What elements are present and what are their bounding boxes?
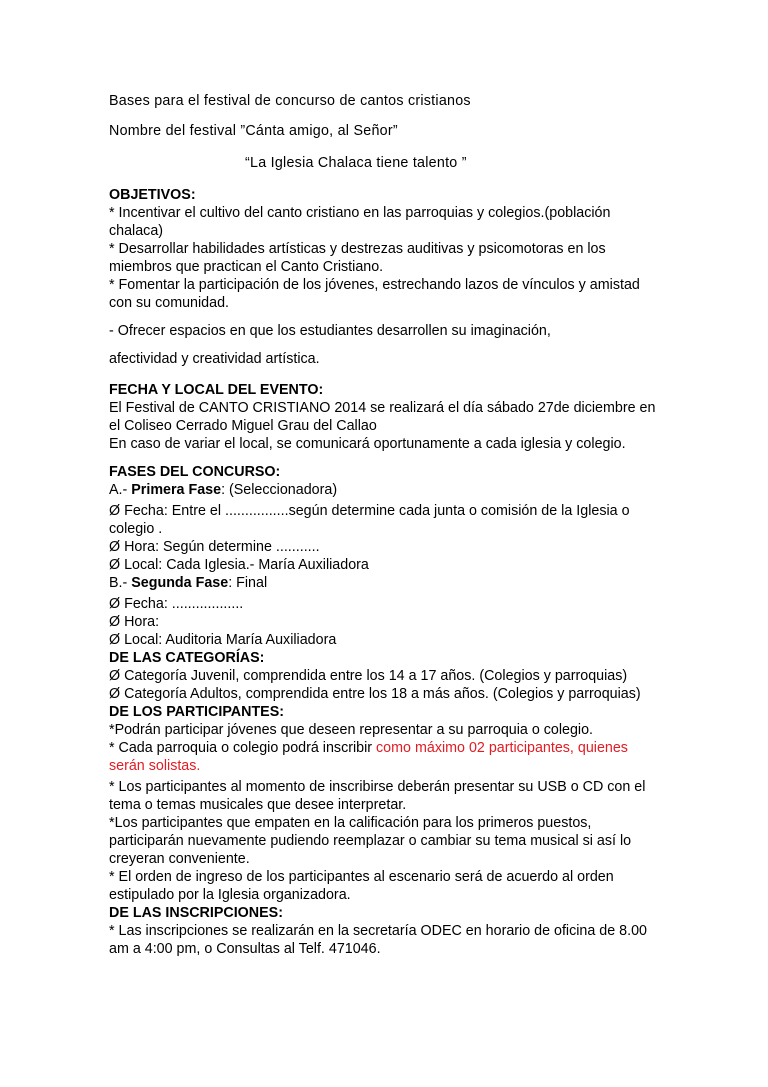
participantes-line bbox=[109, 739, 669, 757]
participantes-line: creyeran conveniente. bbox=[109, 851, 250, 867]
participantes-line: tema o temas musicales que desee interpretar. bbox=[109, 797, 407, 813]
festival-name: Nombre del festival ”Cánta amigo, al Señor” bbox=[109, 123, 398, 139]
document-title: Bases para el festival de concurso de cantos cristianos bbox=[109, 93, 471, 109]
objetivos-extra-line: afectividad y creatividad artística. bbox=[109, 351, 320, 367]
participantes-line: * Los participantes al momento de inscribirse deberán presentar su USB o CD con el bbox=[109, 779, 646, 795]
objetivos-line: chalaca) bbox=[109, 223, 164, 239]
participantes-line: *Los participantes que empaten en la calificación para los primeros puestos, bbox=[109, 815, 592, 831]
fecha-local-line: el Coliseo Cerrado Miguel Grau del Callao bbox=[109, 418, 377, 434]
objetivos-line: * Desarrollar habilidades artísticas y destrezas auditivas y psicomotoras en los bbox=[109, 241, 606, 257]
fase-a-label: Primera Fase bbox=[131, 482, 222, 498]
document-body bbox=[109, 92, 669, 958]
inscripciones-heading: DE LAS INSCRIPCIONES: bbox=[109, 905, 283, 921]
objetivos-heading: OBJETIVOS: bbox=[109, 187, 196, 203]
objetivos-line: * Fomentar la participación de los jóvenes, estrechando lazos de vínculos y amistad bbox=[109, 277, 640, 293]
fase-a-detail: Ø Local: Cada Iglesia.- María Auxiliadora bbox=[109, 557, 369, 573]
fase-a-detail: colegio . bbox=[109, 521, 163, 537]
categoria-line: Ø Categoría Juvenil, comprendida entre los 14 a 17 años. (Colegios y parroquias) bbox=[109, 668, 628, 684]
objetivos-extra-line: - Ofrecer espacios en que los estudiantes desarrollen su imaginación, bbox=[109, 323, 551, 339]
fase-a-suffix: : (Seleccionadora) bbox=[221, 482, 338, 498]
categoria-line: Ø Categoría Adultos, comprendida entre los 18 a más años. (Colegios y parroquias) bbox=[109, 686, 641, 702]
festival-subtitle: “La Iglesia Chalaca tiene talento ” bbox=[245, 155, 467, 171]
participantes-line-text: * Cada parroquia o colegio podrá inscribir bbox=[109, 740, 377, 756]
participantes-line: *Podrán participar jóvenes que deseen representar a su parroquia o colegio. bbox=[109, 722, 594, 738]
participantes-line: participarán nuevamente pudiendo reemplazar o cambiar su tema musical si así lo bbox=[109, 833, 632, 849]
objetivos-line: * Incentivar el cultivo del canto cristiano en las parroquias y colegios.(población bbox=[109, 205, 611, 221]
fecha-local-heading: FECHA Y LOCAL DEL EVENTO: bbox=[109, 382, 324, 398]
objetivos-line: miembros que practican el Canto Cristiano. bbox=[109, 259, 384, 275]
fase-b-suffix: : Final bbox=[228, 575, 268, 591]
fase-a-detail: Ø Fecha: Entre el ................según determine cada junta o comisión de la Iglesia o bbox=[109, 503, 630, 519]
fase-a-prefix: A.- bbox=[109, 482, 132, 498]
participantes-line: * El orden de ingreso de los participantes al escenario será de acuerdo al orden bbox=[109, 869, 614, 885]
fase-b-prefix: B.- bbox=[109, 575, 132, 591]
fases-heading: FASES DEL CONCURSO: bbox=[109, 464, 281, 480]
fase-b-line bbox=[109, 574, 669, 592]
fase-a-detail: Ø Hora: Según determine ........... bbox=[109, 539, 320, 555]
inscripciones-line: am a 4:00 pm, o Consultas al Telf. 471046. bbox=[109, 941, 381, 957]
fecha-local-line: En caso de variar el local, se comunicará oportunamente a cada iglesia y colegio. bbox=[109, 436, 626, 452]
participantes-heading: DE LOS PARTICIPANTES: bbox=[109, 704, 285, 720]
categorias-heading: DE LAS CATEGORÍAS: bbox=[109, 650, 265, 666]
fase-b-label: Segunda Fase bbox=[131, 575, 229, 591]
fecha-local-line: El Festival de CANTO CRISTIANO 2014 se realizará el día sábado 27de diciembre en bbox=[109, 400, 656, 416]
fase-b-detail: Ø Local: Auditoria María Auxiliadora bbox=[109, 632, 337, 648]
fase-b-detail: Ø Fecha: .................. bbox=[109, 596, 244, 612]
participantes-highlight: como máximo 02 participantes, quienes bbox=[376, 740, 628, 756]
fase-b-detail: Ø Hora: bbox=[109, 614, 160, 630]
participantes-highlight: serán solistas. bbox=[109, 758, 201, 774]
objetivos-line: con su comunidad. bbox=[109, 295, 230, 311]
participantes-line: estipulado por la Iglesia organizadora. bbox=[109, 887, 351, 903]
fase-a-line bbox=[109, 481, 669, 499]
inscripciones-line: * Las inscripciones se realizarán en la secretaría ODEC en horario de oficina de 8.00 bbox=[109, 923, 648, 939]
